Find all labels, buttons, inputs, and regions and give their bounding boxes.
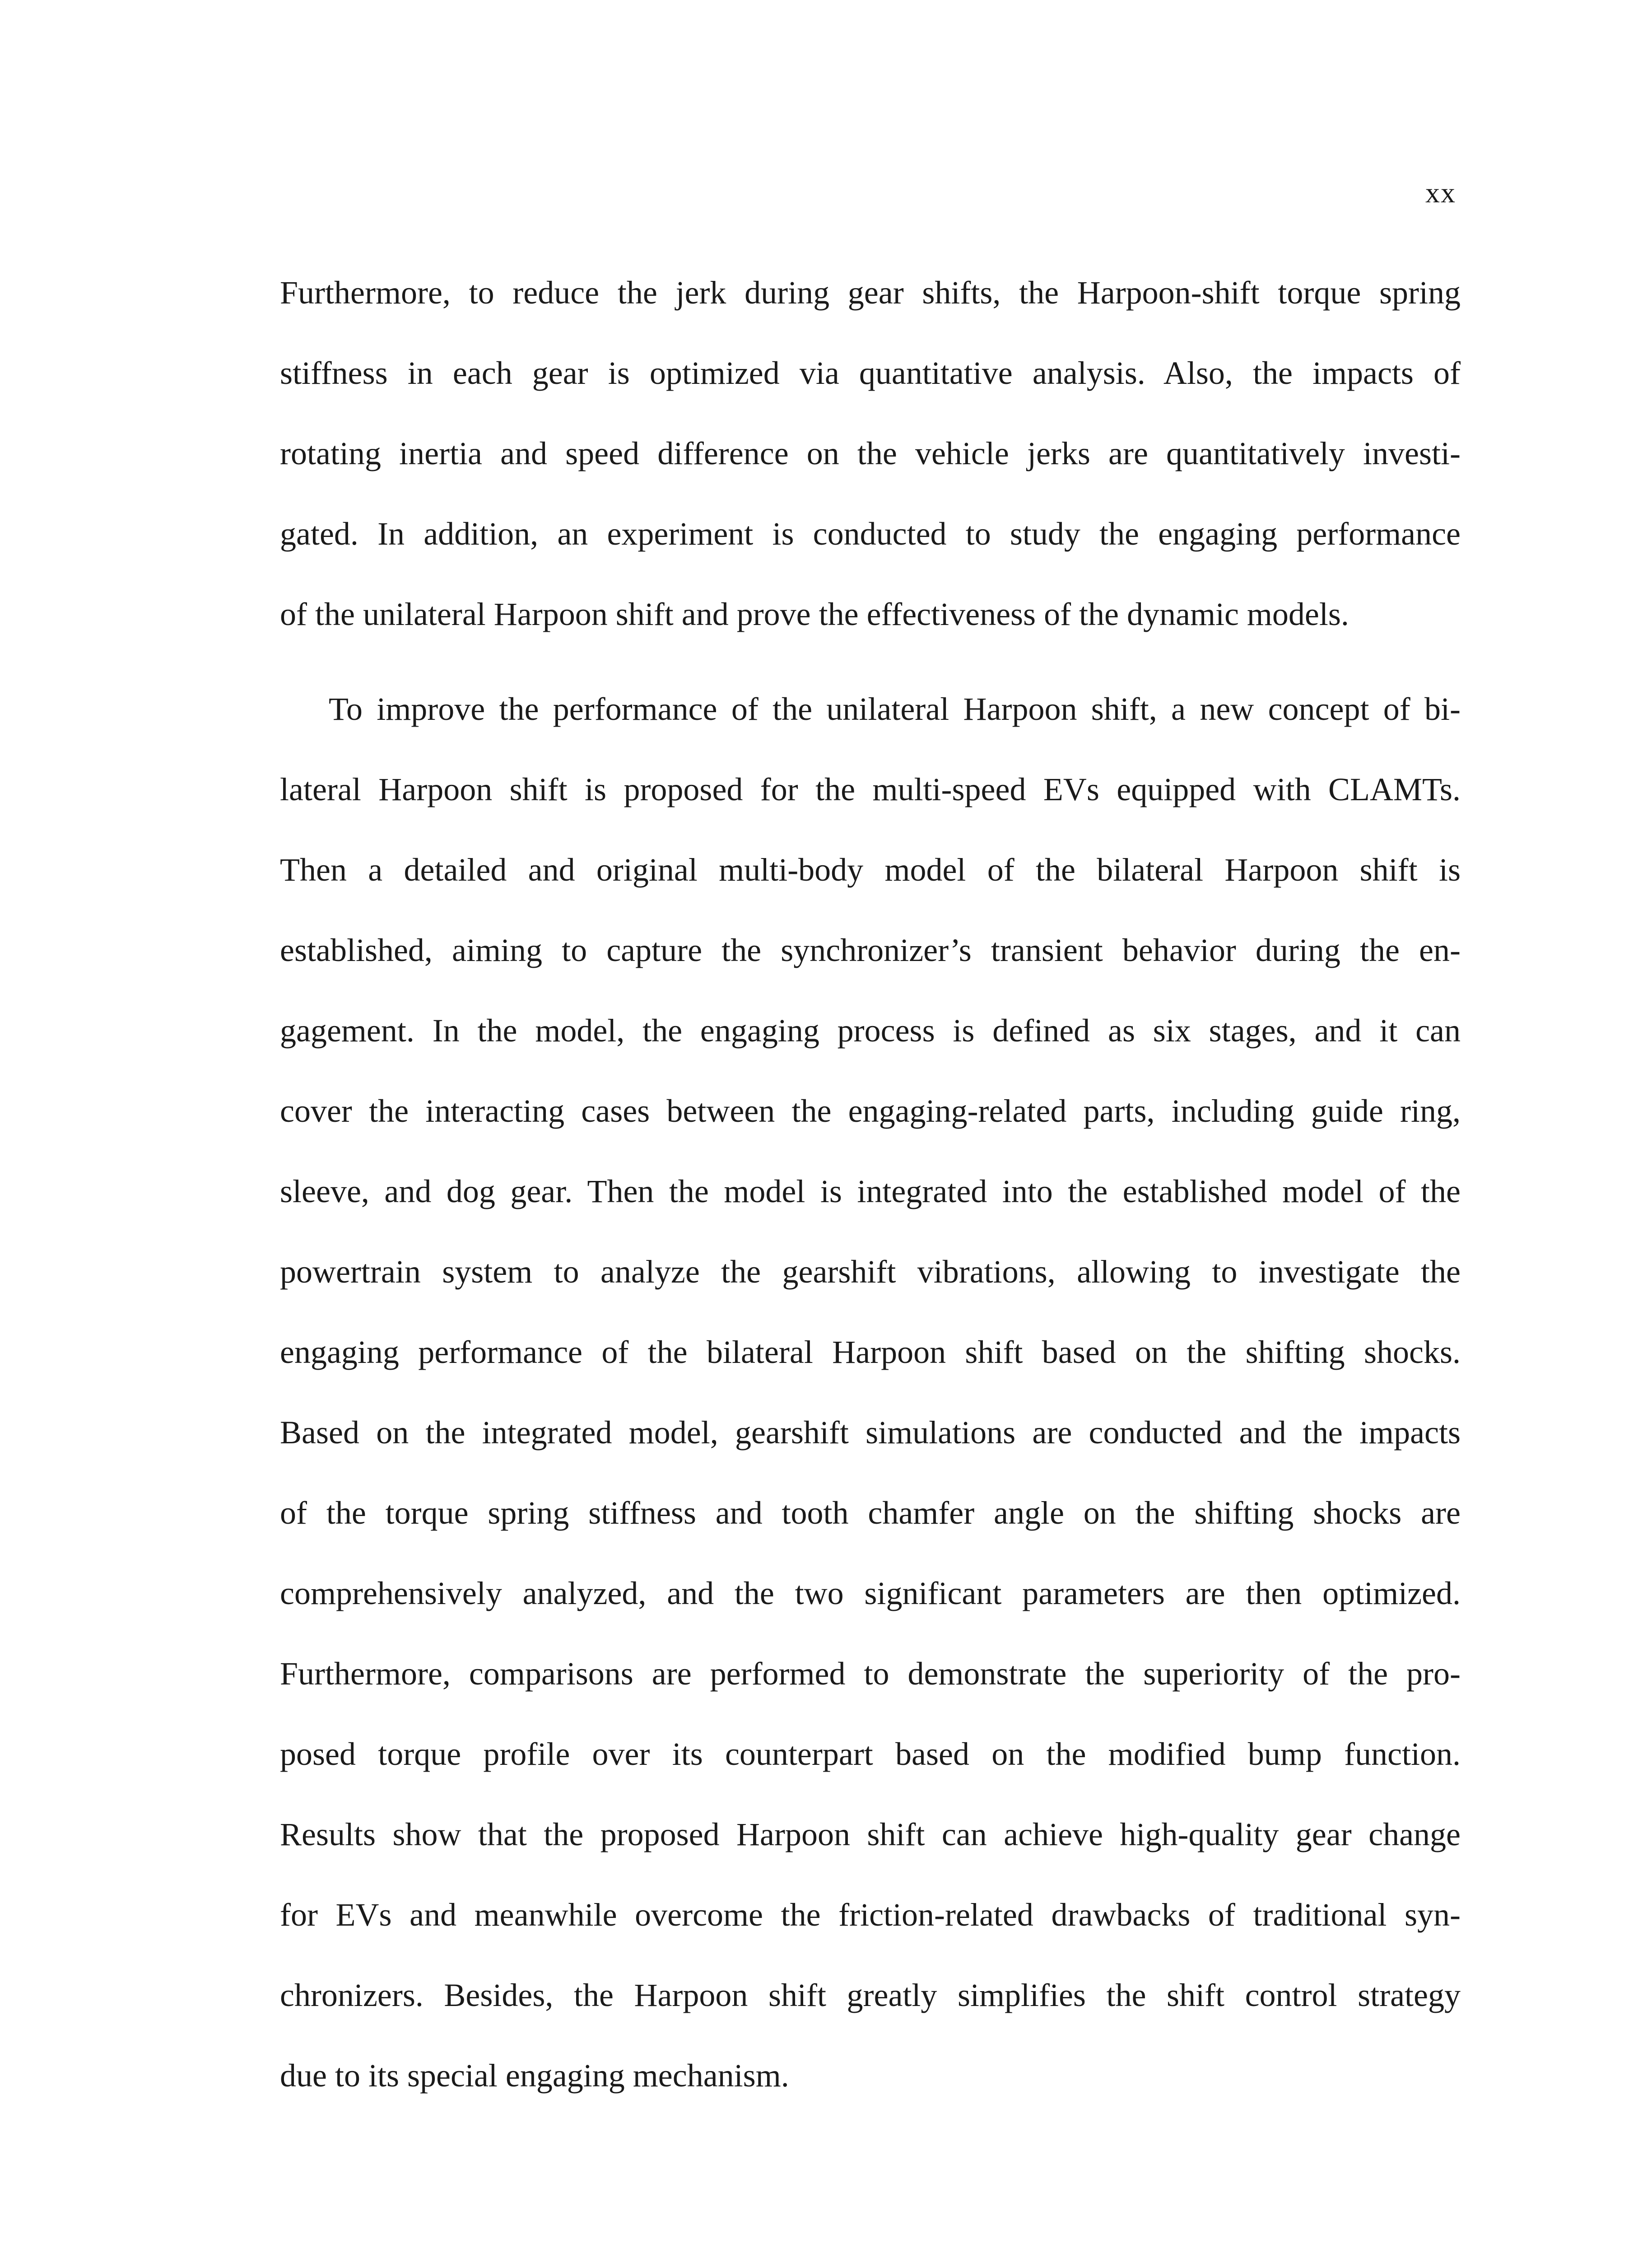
text-line: To improve the performance of the unilateral Harpoon shift, a new concept of bi- [329, 691, 1461, 727]
text-line: gagement. In the model, the engaging process is defined as six stages, and it can [280, 1012, 1461, 1049]
text-line: for EVs and meanwhile overcome the friction-related drawbacks of traditional syn- [280, 1897, 1461, 1933]
text-line: chronizers. Besides, the Harpoon shift greatly simplifies the shift control strategy [280, 1977, 1461, 2013]
text-line: gated. In addition, an experiment is conducted to study the engaging performance [280, 516, 1461, 552]
text-line: stiffness in each gear is optimized via quantitative analysis. Also, the impacts of [280, 355, 1461, 391]
text-line: Furthermore, comparisons are performed to demonstrate the superiority of the pro- [280, 1656, 1461, 1692]
text-line: of the torque spring stiffness and tooth chamfer angle on the shifting shocks are [280, 1495, 1461, 1531]
text-line: Then a detailed and original multi-body model of the bilateral Harpoon shift is [280, 852, 1461, 888]
text-line: Based on the integrated model, gearshift simulations are conducted and the impacts [280, 1414, 1461, 1451]
text-line: established, aiming to capture the synchronizer’s transient behavior during the en- [280, 932, 1461, 968]
text-line: powertrain system to analyze the gearshift vibrations, allowing to investigate the [280, 1254, 1461, 1290]
text-line: cover the interacting cases between the engaging-related parts, including guide ring, [280, 1093, 1461, 1129]
body-text [280, 266, 1461, 2129]
text-line: Results show that the proposed Harpoon shift can achieve high-quality gear change [280, 1816, 1461, 1852]
paragraph-2 [280, 682, 1461, 2129]
text-line: of the unilateral Harpoon shift and prove the effectiveness of the dynamic models. [280, 596, 1349, 632]
text-line: comprehensively analyzed, and the two significant parameters are then optimized. [280, 1575, 1461, 1611]
text-line: engaging performance of the bilateral Harpoon shift based on the shifting shocks. [280, 1334, 1461, 1370]
text-line: sleeve, and dog gear. Then the model is integrated into the established model of the [280, 1173, 1461, 1209]
text-line: Furthermore, to reduce the jerk during gear shifts, the Harpoon-shift torque spring [280, 275, 1461, 311]
paragraph-spacer [280, 667, 1461, 682]
text-line: rotating inertia and speed difference on the vehicle jerks are quantitatively investi- [280, 435, 1461, 471]
text-line: lateral Harpoon shift is proposed for the multi-speed EVs equipped with CLAMTs. [280, 771, 1461, 807]
page-number: xx [1425, 177, 1456, 209]
text-line: due to its special engaging mechanism. [280, 2057, 789, 2094]
text-line: posed torque profile over its counterpart based on the modified bump function. [280, 1736, 1461, 1772]
paragraph-1 [280, 266, 1461, 667]
